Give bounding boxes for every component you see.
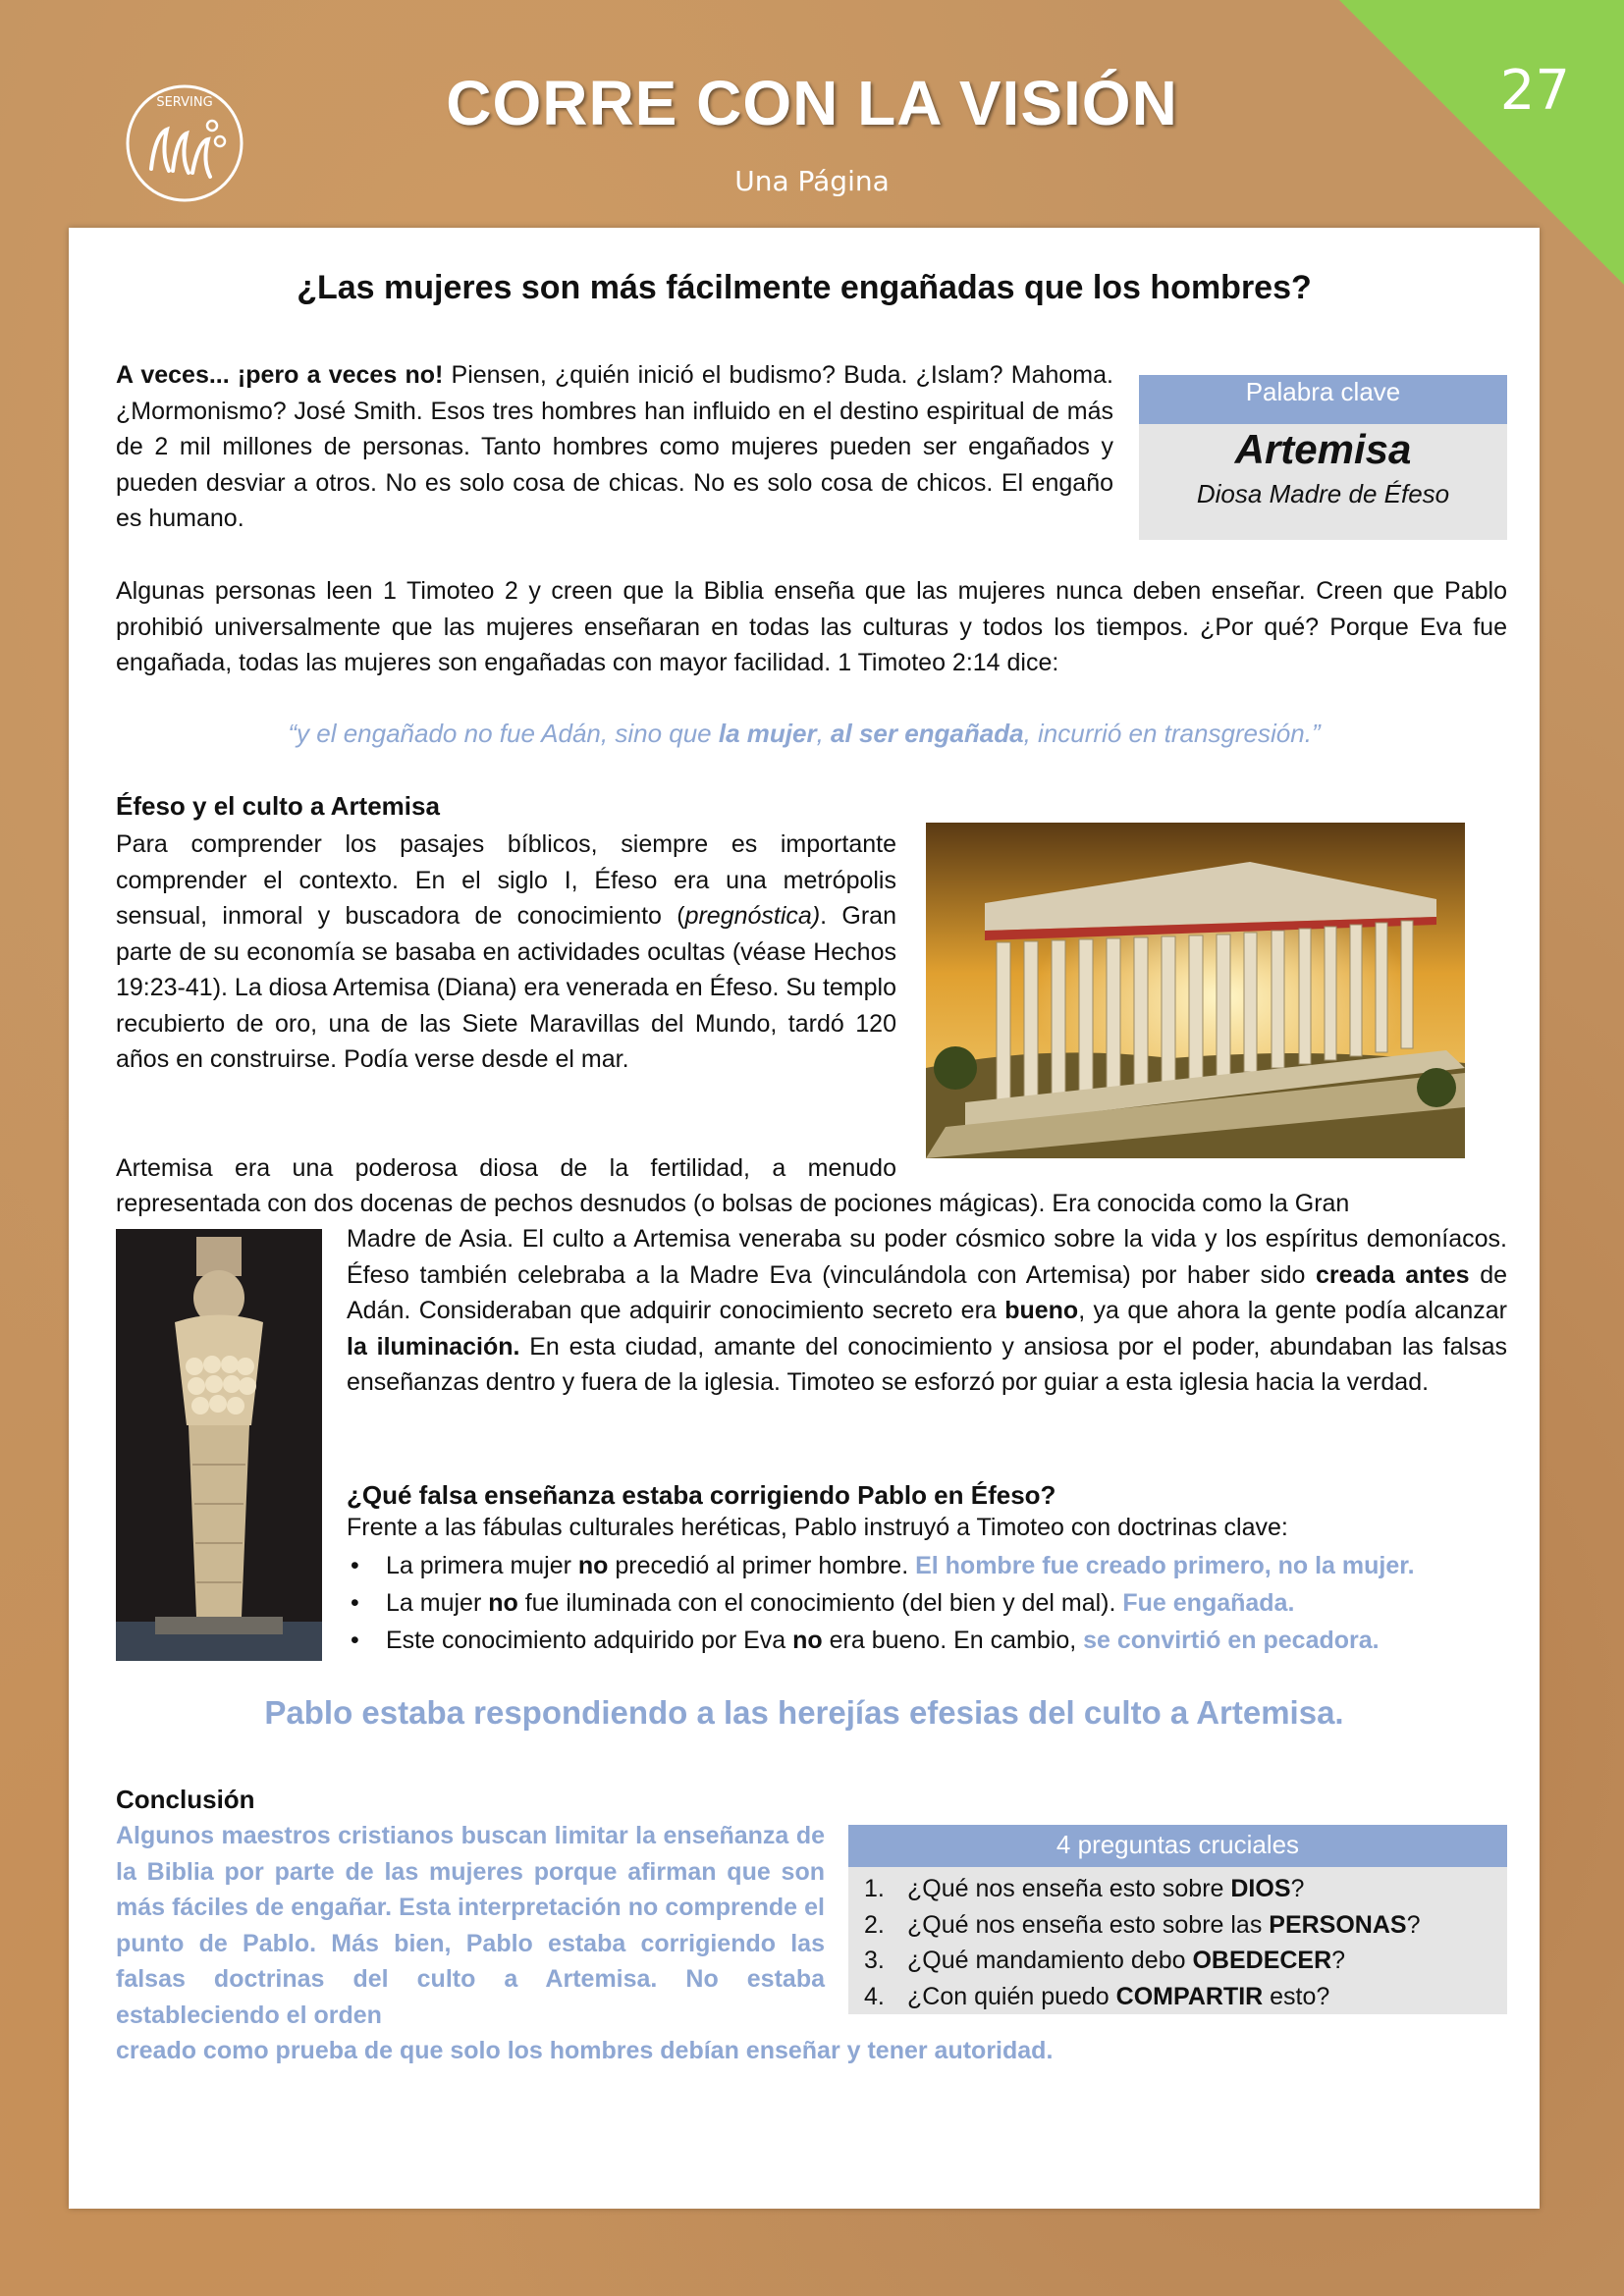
question-text: esto? (1263, 1982, 1330, 2010)
question-text: ¿Qué nos enseña esto sobre (907, 1875, 1231, 1902)
page-subtitle: Una Página (734, 165, 890, 197)
intro-text: Piensen, ¿quién inició el budismo? Buda. ¿Islam? Mahoma. ¿Mormonismo? José Smith. Esos tres hombres han influido en el destino espiritual de más de 2 mil millones de personas. Tanto hombres como mujeres pueden ser engañados y pueden desviar a otros. No es solo cosa de chicas. No es solo cosa de chicos. El engaño es humano. (116, 361, 1113, 532)
bullet-text: La mujer (386, 1589, 489, 1617)
quote-bold: la mujer (718, 719, 817, 748)
efeso-italic: pregnóstica) (684, 902, 821, 930)
section-title-falsa-ensenanza: ¿Qué falsa enseñanza estaba corrigiendo Pablo en Éfeso? (347, 1480, 1056, 1510)
page-title: CORRE CON LA VISIÓN (446, 68, 1178, 138)
temple-of-artemis-image (926, 823, 1465, 1158)
bullet-bold: no (577, 1552, 609, 1579)
question-item (848, 1979, 1507, 2015)
bible-quote (69, 719, 1540, 749)
question-item (848, 1943, 1507, 1979)
page-number: 27 (1499, 59, 1570, 123)
conclusion-title: Conclusión (116, 1785, 255, 1814)
keyword-box (1139, 375, 1507, 540)
efeso-text: Para comprender los pasajes bíblicos, siempre es importante comprender el contexto. En el siglo I, Éfeso era una metrópolis sensual, inmoral y buscadora de conocimiento ( (116, 830, 896, 930)
bullet-text: Este conocimiento adquirido por Eva (386, 1627, 793, 1654)
question-text: ? (1290, 1875, 1305, 1902)
question-item (848, 1871, 1507, 1907)
question-number: 3. (864, 1947, 885, 1974)
artemis-text: , ya que ahora la gente podía alcanzar (1078, 1297, 1508, 1324)
question-text: ? (1331, 1947, 1346, 1974)
question-bold: PERSONAS (1269, 1910, 1407, 1939)
bullet-text: fue iluminada con el conocimiento (del bien y del mal). (517, 1589, 1123, 1617)
paragraph-timoteo: Algunas personas leen 1 Timoteo 2 y creen que la Biblia enseña que las mujeres nunca deben enseñar. Creen que Pablo prohibió universalmente que las mujeres enseñaran en todas las culturas y todos los tiempos. ¿Por qué? Porque Eva fue engañada, todas las mujeres son engañadas con mayor facilidad. 1 Timoteo 2:14 dice: (116, 577, 1507, 676)
quote-part: “y el engañado no fue Adán, sino que (288, 719, 719, 748)
questions-box (848, 1825, 1507, 2014)
question-text: ¿Qué nos enseña esto sobre las (907, 1910, 1270, 1939)
list-item (347, 1584, 1505, 1622)
quote-bold: al ser engañada (831, 719, 1024, 748)
section2-intro: Frente a las fábulas culturales heréticas, Pablo instruyó a Timoteo con doctrinas clave: (347, 1514, 1288, 1541)
bullet-accent: se convirtió en pecadora. (1083, 1627, 1380, 1654)
bullet-text: era bueno. En cambio, (822, 1627, 1084, 1654)
bullet-accent: El hombre fue creado primero, no la mujer. (915, 1552, 1415, 1579)
artemis-line-1: Artemisa era una poderosa diosa de la fertilidad, a menudo (116, 1154, 896, 1182)
artemis-text: de Adán. Consideraban que adquirir conocimiento secreto era (347, 1260, 1507, 1324)
quote-part: , incurrió en transgresión.” (1023, 719, 1321, 748)
artemis-bold: la iluminación. (347, 1332, 520, 1361)
bullet-text: precedió al primer hombre. (608, 1552, 916, 1579)
intro-paragraph (116, 357, 1113, 537)
bullet-bold: no (488, 1589, 518, 1617)
question-number: 2. (864, 1910, 885, 1939)
artemis-paragraph (347, 1221, 1507, 1401)
quote-part: , (816, 719, 832, 748)
keyword-description: Diosa Madre de Éfeso (1196, 479, 1450, 508)
question-bold: OBEDECER (1192, 1947, 1332, 1974)
questions-title: 4 preguntas cruciales (848, 1825, 1507, 1867)
questions-list (848, 1871, 1507, 2014)
artemis-text: En esta ciudad, amante del conocimiento y ansiosa por el poder, abundaban las falsas enseñanzas dentro y fuera de la iglesia. Timoteo se esforzó por guiar a esta iglesia hacia la verdad. (347, 1332, 1507, 1396)
artemis-bold: creada antes (1316, 1260, 1470, 1289)
keyword-word: Artemisa (1234, 426, 1412, 472)
artemis-bold: bueno (1004, 1297, 1079, 1324)
artemis-text: Madre de Asia. El culto a Artemisa veneraba su poder cósmico sobre la vida y los espíritus demoníacos. Éfeso también celebraba a la Madre Eva (vinculándola con Artemisa) por haber sido (347, 1225, 1507, 1289)
paragraph-efeso (116, 827, 896, 1078)
section-title-efeso: Éfeso y el culto a Artemisa (116, 791, 440, 821)
question-item (848, 1907, 1507, 1944)
question-bold: DIOS (1230, 1875, 1291, 1902)
question-number: 4. (864, 1982, 885, 2010)
artemis-line-2: representada con dos docenas de pechos desnudos (o bolsas de pociones mágicas). Era conocida como la Gran (116, 1190, 1350, 1217)
intro-bold: A veces... ¡pero a veces no! (116, 361, 444, 389)
list-item (347, 1622, 1505, 1659)
list-item (347, 1547, 1505, 1584)
question-text: ¿Con quién puedo (907, 1982, 1116, 2010)
question-number: 1. (864, 1875, 885, 1902)
question-text: ¿Qué mandamiento debo (907, 1947, 1193, 1974)
logo-text: SERVING (156, 95, 213, 110)
conclusion-body: Algunos maestros cristianos buscan limitar la enseñanza de la Biblia por parte de las mujeres porque afirman que son más fáciles de engañar. Esta interpretación no comprende el punto de Pablo. Más bien, Pablo estaba corrigiendo las falsas doctrinas del culto a Artemisa. No estaba estableciendo el orden (116, 1822, 825, 2029)
efeso-text: . Gran parte de su economía se basaba en actividades ocultas (véase Hechos 19:23-41). La diosa Artemisa (Diana) era venerada en Éfeso. Su templo recubierto de oro, una de las Siete Maravillas del Mundo, tardó 120 años en construirse. Podía verse desde el mar. (116, 902, 896, 1073)
article-heading: ¿Las mujeres son más fácilmente engañadas que los hombres? (297, 269, 1312, 306)
bullet-accent: Fue engañada. (1122, 1589, 1295, 1617)
bullet-bold: no (792, 1627, 823, 1654)
key-statement: Pablo estaba respondiendo a las herejías efesias del culto a Artemisa. (264, 1694, 1344, 1731)
artemis-statue-image (116, 1229, 322, 1661)
bullet-text: La primera mujer (386, 1552, 578, 1579)
conclusion-last-line: creado como prueba de que solo los hombres debían enseñar y tener autoridad. (116, 2037, 1054, 2064)
question-bold: COMPARTIR (1115, 1982, 1264, 2010)
content-panel (69, 228, 1540, 2209)
keyword-label: Palabra clave (1139, 375, 1507, 424)
question-text: ? (1406, 1910, 1421, 1939)
doctrine-list (347, 1547, 1505, 1659)
